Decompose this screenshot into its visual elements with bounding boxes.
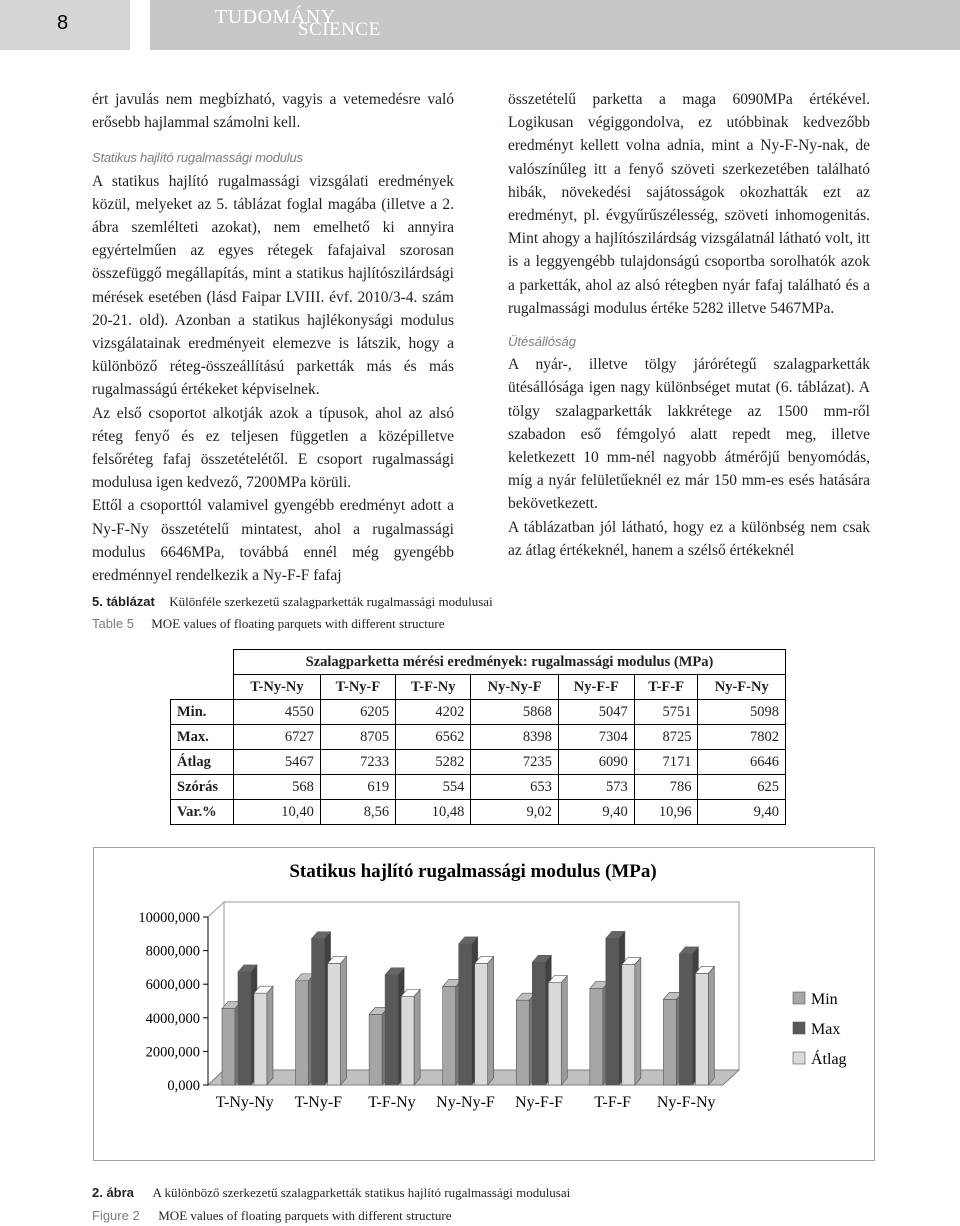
column-header: T-Ny-F [320,675,395,700]
bar [254,993,267,1085]
table-cell: 5098 [698,700,786,725]
column-header: T-F-Ny [396,675,471,700]
legend-label: Min [811,991,838,1008]
bar-side [561,976,567,1085]
column-header: Ny-F-F [558,675,634,700]
row-label: Max. [171,725,234,750]
table-cell: 6205 [320,700,395,725]
table-cell: 619 [320,775,395,800]
table-cell: 7304 [558,725,634,750]
table-cell: 10,40 [234,800,321,825]
x-tick-label: T-F-Ny [368,1094,416,1111]
table-cell: 6562 [396,725,471,750]
bar [679,954,692,1085]
figure-label-hu: 2. ábra [92,1185,134,1200]
y-tick-label: 6000,000 [145,977,200,994]
journal-section-hu: TUDOMÁNY [215,6,336,28]
x-tick-label: T-Ny-F [294,1094,343,1111]
bar-side [635,958,641,1085]
bar-side [708,966,714,1085]
table-corner [171,675,234,700]
bar [401,996,414,1085]
row-label: Var.% [171,800,234,825]
bar [590,988,603,1085]
y-tick-label: 10000,000 [138,910,200,926]
paragraph: Ettől a csoporttól valamivel gyengébb eredményt adott a Ny-F-Ny összetételű mintatest, ahol a rugalmassági modulus 6646MPa, továbbá ennél még gyengébb eredménnyel rendelkezik a Ny-F-F fafaj [92,497,454,585]
journal-section-en: SCIENCE [298,19,381,40]
table-caption-text-en: MOE values of floating parquets with different structure [151,616,445,631]
table-cell: 5751 [634,700,698,725]
table-cell: 8725 [634,725,698,750]
bar [312,939,325,1085]
table-cell: 568 [234,775,321,800]
moe-table [170,649,786,825]
table-cell: 6090 [558,750,634,775]
table-label-hu: 5. táblázat [92,594,155,609]
bar [622,965,635,1085]
y-tick-label: 0,000 [167,1078,200,1094]
bar-side [488,956,494,1085]
section-heading: Ütésállóság [508,334,576,350]
bar [369,1014,382,1085]
table-cell: 653 [471,775,559,800]
bar [475,963,488,1085]
table-cell: 786 [634,775,698,800]
bar [459,944,472,1085]
page-number: 8 [57,12,69,34]
bar [443,986,456,1085]
legend-label: Max [811,1021,841,1038]
figure-label-en: Figure 2 [92,1208,140,1223]
row-label: Átlag [171,750,234,775]
legend-swatch [793,992,805,1004]
chart-side-wall [208,902,224,1085]
table-cell: 4550 [234,700,321,725]
table-cell: 554 [396,775,471,800]
table-cell: 9,02 [471,800,559,825]
paragraph: A statikus hajlító rugalmassági vizsgálati eredmények közül, melyeket az 5. táblázat foglal magába (illetve a 2. ábra szemlélteti azokat), nem emelhető ki annyira egyértelműen az egyes rétegek fafajaival szorosan összefüggő megállapítás, mint a statikus hajlítószilárdsági mérések esetében (lásd Faipar LVIII. évf. 2010/3-4. szám 20-21. old). Azonban a statikus hajlékonysági modulus vizsgálatainak eredményeit elemezve is látszik, hogy a különböző réteg-összeállítású parketták más és más rugalmasságú értékeket képviselnek. [92,172,454,399]
table-row [171,800,786,825]
bar [296,981,309,1085]
page-header [0,0,960,50]
table-corner [171,650,234,675]
figure-caption-text-en: MOE values of floating parquets with different structure [158,1208,452,1223]
paragraph: összetételű parketta a maga 6090MPa értékével. Logikusan végiggondolva, ez utóbbinak kedvezőbb eredményt kellett volna adnia, mint a Ny-F-Ny-nak, de valószínűleg itt a fenyő szöveti szerkezetében található hibák, növekedési sajátosságok okozhatták ezt az eredményt, pl. évgyűrűszélesség, szöveti inhomogenitás. Mint ahogy a hajlítószilárdság vizsgálatnál látható volt, itt is a leggyengébb tulajdonságú csoportba sorolhatók azok a parketták, ahol az alsó rétegben nyár fafaj található és a rugalmassági modulus értéke 5282 illetve 5467MPa. [508,91,870,317]
table-cell: 7802 [698,725,786,750]
bar [238,972,251,1085]
legend-swatch [793,1052,805,1064]
table-cell: 573 [558,775,634,800]
table-cell: 5282 [396,750,471,775]
table-row [171,775,786,800]
row-label: Min. [171,700,234,725]
bar [516,1000,529,1085]
table-cell: 7235 [471,750,559,775]
table-row [171,725,786,750]
bar [695,973,708,1085]
table-cell: 6727 [234,725,321,750]
y-tick-label: 2000,000 [145,1044,200,1061]
table-cell: 7171 [634,750,698,775]
table-title: Szalagparketta mérési eredmények: rugalmassági modulus (MPa) [234,650,786,675]
page-number-box [0,0,130,50]
table-cell: 8,56 [320,800,395,825]
figure-caption-hu [92,1185,570,1201]
column-header: Ny-Ny-F [471,675,559,700]
row-label: Szórás [171,775,234,800]
paragraph: Az első csoportot alkotják azok a típusok, ahol az alsó réteg fenyő és ez teljesen független a középilletve felsőréteg fafaj összetételétől. E csoport rugalmassági modulusa igen kedvező, 7200MPa körüli. [92,404,454,492]
x-tick-label: T-F-F [594,1094,632,1111]
y-tick-label: 4000,000 [145,1010,200,1027]
x-tick-label: Ny-Ny-F [436,1094,495,1111]
table-caption-en [92,616,445,632]
bar [663,999,676,1085]
table-cell: 10,48 [396,800,471,825]
moe-bar-chart [93,847,873,1159]
paragraph: A nyár-, illetve tölgy járórétegű szalagparketták ütésállósága igen nagy különbséget mutat (6. táblázat). A tölgy szalagparketták lakkrétege az 1500 mm-ről szabadon eső fémgolyó alatt repedt meg, illetve keletkezett 10 mm-nél nagyobb átmérőjű benyomódás, míg a nyár felületűeknél ez már 150 mm-es esés hatására bekövetkezett. [508,356,870,513]
table-cell: 5868 [471,700,559,725]
x-tick-label: Ny-F-F [515,1094,564,1111]
figure-caption-text-hu: A különböző szerkezetű szalagparketták statikus hajlító rugalmassági modulusai [152,1185,571,1200]
paragraph: ért javulás nem megbízható, vagyis a vetemedésre való erősebb hajlammal számolni kell. [92,91,454,132]
table-cell: 8705 [320,725,395,750]
chart-title: Statikus hajlító rugalmassági modulus (MPa) [289,861,657,882]
column-header: Ny-F-Ny [698,675,786,700]
table-cell: 7233 [320,750,395,775]
table-caption-text-hu: Különféle szerkezetű szalagparketták rugalmassági modulusai [169,594,493,609]
table-cell: 8398 [471,725,559,750]
legend-swatch [793,1022,805,1034]
bar [532,962,545,1085]
table-cell: 9,40 [558,800,634,825]
text-column-right [508,88,870,562]
bar [385,975,398,1085]
table-cell: 9,40 [698,800,786,825]
table-row [171,700,786,725]
table-cell: 5047 [558,700,634,725]
x-tick-label: T-Ny-Ny [215,1094,274,1111]
table-cell: 5467 [234,750,321,775]
bar [328,963,341,1085]
column-header: T-F-F [634,675,698,700]
bar-side [414,989,420,1085]
column-header: T-Ny-Ny [234,675,321,700]
table-row [171,750,786,775]
section-heading: Statikus hajlító rugalmassági modulus [92,150,303,166]
table-label-en: Table 5 [92,616,134,631]
legend-label: Átlag [811,1051,847,1068]
figure-caption-en [92,1208,452,1224]
x-tick-label: Ny-F-Ny [656,1094,716,1111]
bar [606,938,619,1085]
text-column-left [92,88,454,587]
table-cell: 6646 [698,750,786,775]
table-cell: 10,96 [634,800,698,825]
table-cell: 4202 [396,700,471,725]
table-caption-hu [92,594,493,610]
y-tick-label: 8000,000 [145,943,200,960]
bar-side [341,956,347,1085]
bar [548,983,561,1085]
bar-side [267,986,273,1085]
table-cell: 625 [698,775,786,800]
bar [222,1009,235,1085]
paragraph: A táblázatban jól látható, hogy ez a különbség nem csak az átlag értékeknél, hanem a szélső értékeknél [508,518,870,559]
